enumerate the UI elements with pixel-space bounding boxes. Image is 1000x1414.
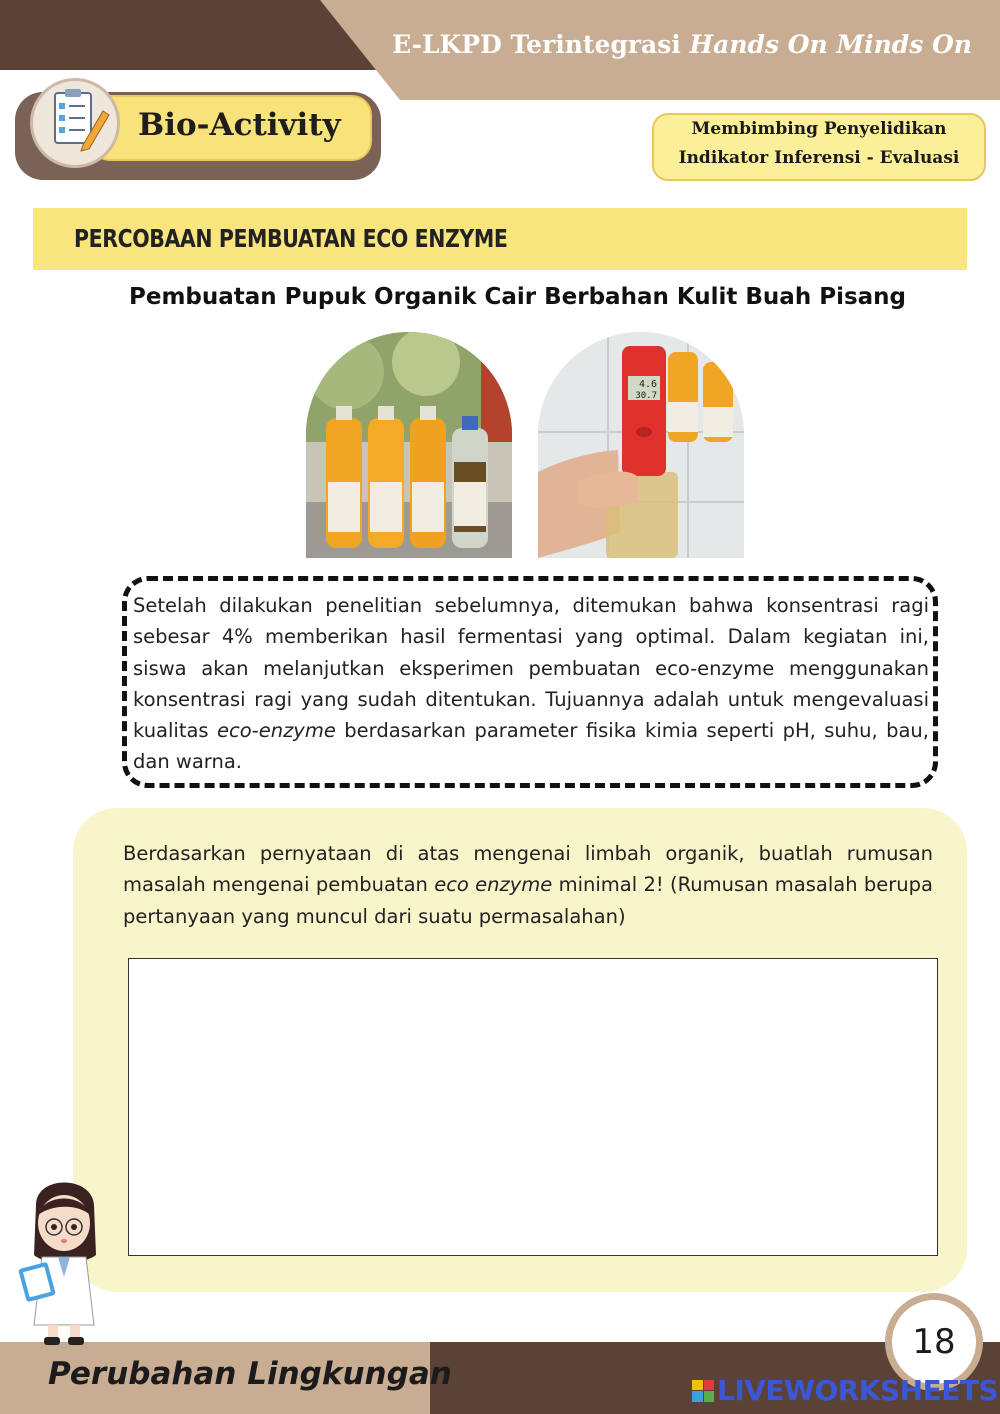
scientist-character-illustration xyxy=(14,1165,114,1345)
liveworksheets-brand: LIVEWORKSHEETS xyxy=(717,1374,999,1407)
checklist-pencil-icon xyxy=(30,78,120,168)
ph-meter-photo xyxy=(538,332,744,558)
document-title: E-LKPD Terintegrasi Hands On Minds On xyxy=(392,30,972,59)
badge-label: Bio-Activity xyxy=(138,107,341,143)
ph-reading-top: 4.6 xyxy=(638,379,657,390)
page-number: 18 xyxy=(885,1293,983,1391)
eco-enzyme-bottles-photo xyxy=(306,332,512,558)
liveworksheets-icon xyxy=(692,1380,714,1402)
section-subtitle: Pembuatan Pupuk Organik Cair Berbahan Kulit Buah Pisang xyxy=(128,284,906,310)
liveworksheets-logo xyxy=(692,1374,998,1407)
guide-line-1: Membimbing Penyelidikan xyxy=(691,119,947,139)
footer-topic: Perubahan Lingkungan xyxy=(48,1356,452,1392)
answer-textarea[interactable] xyxy=(128,958,938,1256)
section-title: PERCOBAAN PEMBUATAN ECO ENZYME xyxy=(74,224,508,253)
guide-indicator-box xyxy=(652,113,986,181)
guide-line-2: Indikator Inferensi - Evaluasi xyxy=(678,148,960,168)
ph-reading-bottom: 30.7 xyxy=(635,391,657,401)
question-prompt: Berdasarkan pernyataan di atas mengenai limbah organik, buatlah rumusan masalah mengenai pembuatan eco enzyme minimal 2! (Rumusan masalah berupa pertanyaan yang muncul dari suatu permasalahan) xyxy=(123,842,933,928)
intro-paragraph: Setelah dilakukan penelitian sebelumnya, ditemukan bahwa konsentrasi ragi sebesar 4% memberikan hasil fermentasi yang optimal. Dalam kegiatan ini, siswa akan melanjutkan eksperimen pembuatan eco-enzyme menggunakan konsentrasi ragi yang sudah ditentukan. Tujuannya adalah untuk mengevaluasi kualitas eco-enzyme berdasarkan parameter fisika kimia seperti pH, suhu, bau, dan warna. xyxy=(133,594,929,774)
